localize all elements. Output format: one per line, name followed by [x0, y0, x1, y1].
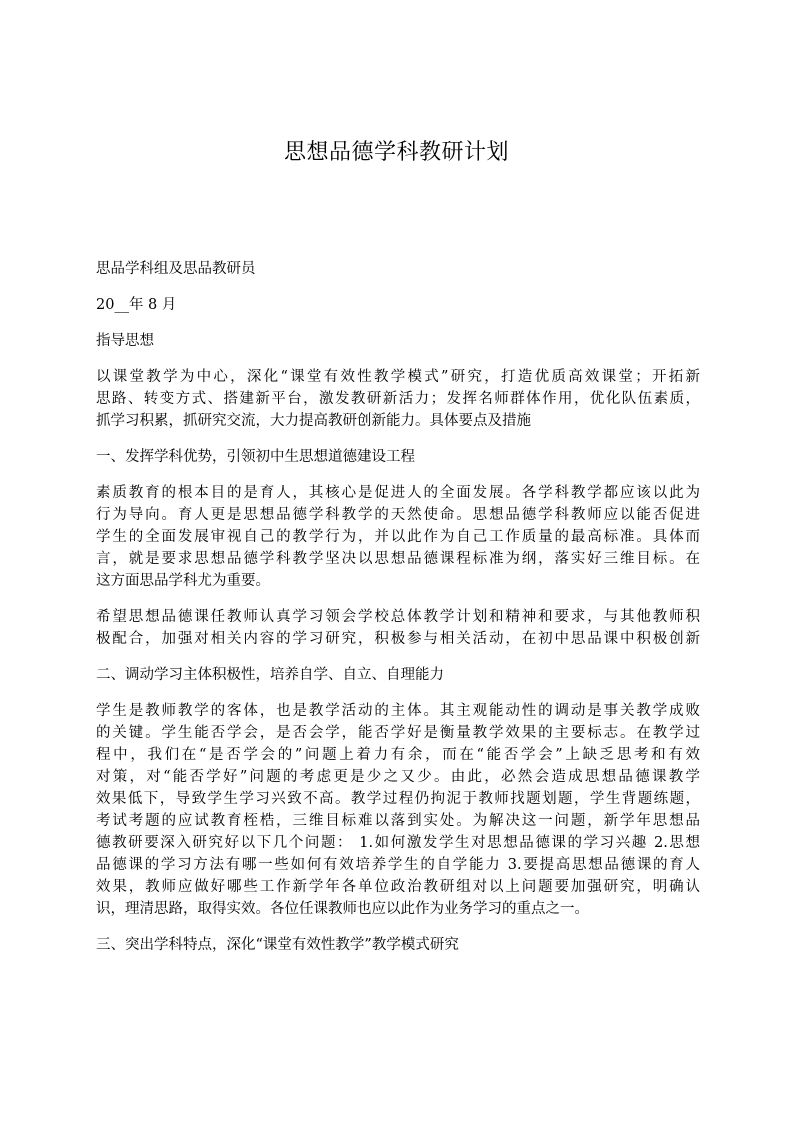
text-line: 学生是教师教学的客体，也是教学活动的主体。其主观能动性的调动是事关教学成败	[96, 703, 700, 719]
text-line: 的关键。学生能否学会，是否会学，能否学好是衡量教学效果的主要标志。在教学过	[96, 725, 700, 741]
document-title: 思想品德学科教研计划	[283, 140, 509, 165]
text-line: 抓学习积累，抓研究交流，大力提高教研创新能力。具体要点及措施	[96, 413, 531, 429]
text-line: 效果，教师应做好哪些工作新学年各单位政治教研组对以上问题要加强研究，明确认	[96, 879, 700, 895]
text-line: 以课堂教学为中心，深化“课堂有效性教学模式”研究，打造优质高效课堂；开拓新	[96, 369, 700, 385]
text-line: 思路、转变方式、搭建新平台，激发教研新活力；发挥名师群体作用，优化队伍素质，	[96, 391, 700, 407]
document-body	[96, 258, 700, 970]
text-line: 德教研要深入研究好以下几个问题： 1.如何激发学生对思想品德课的学习兴趣 2.思想	[96, 835, 700, 851]
text-line: 学生的全面发展审视自己的教学行为，并以此作为自己工作质量的最高标准。具体而	[96, 529, 700, 545]
text-line: 这方面思品学科尤为重要。	[96, 573, 270, 589]
section-heading-3: 三、突出学科特点，深化“课堂有效性教学”教学模式研究	[96, 937, 459, 953]
text-line: 行为导向。育人更是思想品德学科教学的天然使命。思想品德学科教师应以能否促进	[96, 507, 700, 523]
text-line: 希望思想品德课任教师认真学习领会学校总体教学计划和精神和要求，与其他教师积	[96, 609, 700, 625]
text-line: 言，就是要求思想品德学科教学坚决以思想品德课程标准为纲，落实好三维目标。在	[96, 551, 700, 567]
paragraph-1	[96, 482, 700, 592]
section-heading-2: 二、调动学习主体积极性，培养自学、自立、自理能力	[96, 667, 444, 683]
text-line: 识，理清思路，取得实效。各位任课教师也应以此作为业务学习的重点之一。	[96, 901, 589, 917]
text-line: 效果低下，导致学生学习兴致不高。教学过程仍拘泥于教师找题划题，学生背题练题，	[96, 791, 700, 807]
paragraph-guiding-idea	[96, 366, 700, 432]
text-line: 品德课的学习方法有哪一些如何有效培养学生的自学能力 3.要提高思想品德课的育人	[96, 857, 700, 873]
text-line: 程中，我们在“是否学会的”问题上着力有余，而在“能否学会”上缺乏思考和有效	[96, 747, 700, 763]
date-line: 20__年 8 月	[96, 297, 177, 313]
text-line: 极配合，加强对相关内容的学习研究，积极参与相关活动，在初中思品课中积极创新	[96, 631, 700, 647]
text-line: 素质教育的根本目的是育人，其核心是促进人的全面发展。各学科教学都应该以此为	[96, 485, 700, 501]
text-line: 考试考题的应试教育桎梏，三维目标难以落到实处。为解决这一问题，新学年思想品	[96, 813, 700, 829]
section-heading-guiding-idea: 指导思想	[96, 333, 154, 349]
organizer-line: 思品学科组及思品教研员	[96, 261, 256, 277]
paragraph-3	[96, 700, 700, 920]
text-line: 对策，对“能否学好”问题的考虑更是少之又少。由此，必然会造成思想品德课教学	[96, 769, 700, 785]
section-heading-1: 一、发挥学科优势，引领初中生思想道德建设工程	[96, 449, 415, 465]
paragraph-2	[96, 606, 700, 650]
